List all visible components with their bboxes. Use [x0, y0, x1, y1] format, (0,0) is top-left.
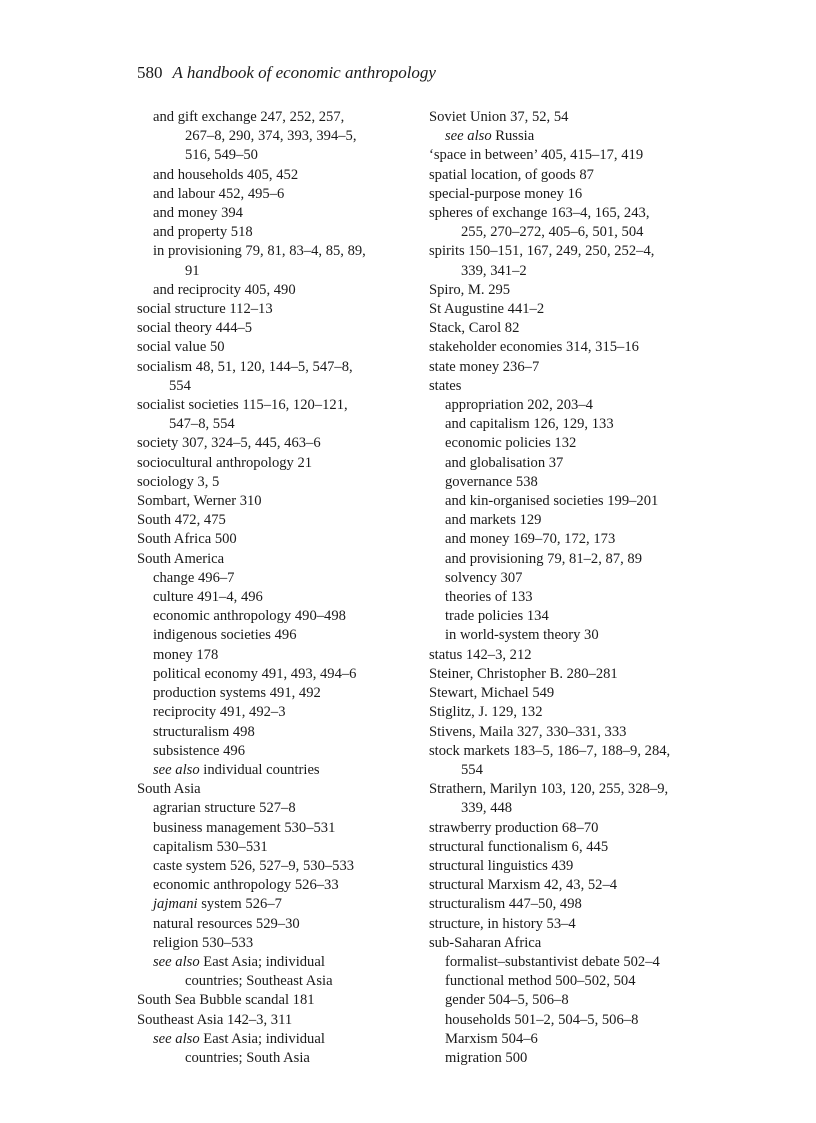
index-entry [137, 281, 405, 300]
index-entry-text: and money 169–70, 172, 173 [445, 531, 616, 548]
index-entry-text: sociocultural anthropology 21 [137, 454, 313, 471]
index-entry-text: subsistence 496 [153, 742, 246, 759]
index-entry-text: 339, 448 [461, 800, 513, 817]
index-entry-text: status 142–3, 212 [429, 646, 532, 663]
index-entry [429, 415, 719, 434]
index-entry [429, 895, 719, 914]
index-entry [137, 723, 405, 742]
index-entry-text: South Sea Bubble scandal 181 [137, 992, 315, 1009]
index-entry [137, 492, 405, 511]
index-entry [137, 511, 405, 530]
index-entry-text: 255, 270–272, 405–6, 501, 504 [461, 224, 644, 241]
index-entry [429, 338, 719, 357]
index-entry [137, 550, 405, 569]
index-entry-emphasis: see also [153, 761, 200, 778]
index-entry [137, 895, 405, 914]
index-entry [137, 991, 405, 1010]
index-entry [137, 934, 405, 953]
index-entry-text: Spiro, M. 295 [429, 281, 511, 298]
index-entry [429, 1030, 719, 1049]
index-entry-text: Marxism 504–6 [445, 1030, 538, 1047]
index-entry-text: spheres of exchange 163–4, 165, 243, [429, 205, 650, 222]
index-entry-text: Stiglitz, J. 129, 132 [429, 704, 543, 721]
index-entry [429, 319, 719, 338]
index-entry [137, 377, 405, 396]
index-entry-text: 267–8, 290, 374, 393, 394–5, [185, 128, 357, 145]
index-entry-text: economic policies 132 [445, 435, 577, 452]
index-entry [137, 1049, 405, 1068]
index-entry [429, 492, 719, 511]
index-entry [429, 146, 719, 165]
index-entry-text: Southeast Asia 142–3, 311 [137, 1011, 293, 1028]
index-entry [429, 511, 719, 530]
index-entry-text: South Asia [137, 781, 201, 798]
index-entry [429, 991, 719, 1010]
index-entry-emphasis: see also [153, 1030, 200, 1047]
index-entry-text: 554 [461, 761, 483, 778]
index-entry-text: and markets 129 [445, 512, 542, 529]
index-entry [137, 838, 405, 857]
index-entry-text: individual countries [199, 761, 320, 778]
index-entry [429, 1049, 719, 1068]
index-entry-text: governance 538 [445, 473, 538, 490]
index-entry [429, 972, 719, 991]
index-entry [137, 761, 405, 780]
index-entry [137, 473, 405, 492]
index-entry [137, 338, 405, 357]
index-entry [429, 953, 719, 972]
index-entry [429, 300, 719, 319]
index-entry-text: 516, 549–50 [185, 147, 258, 164]
index-entry-text: indigenous societies 496 [153, 627, 297, 644]
index-entry-text: South 472, 475 [137, 512, 226, 529]
index-entry [137, 358, 405, 377]
index-entry [429, 377, 719, 396]
index-entry-text: countries; South Asia [185, 1049, 310, 1066]
index-entry [137, 185, 405, 204]
index-entry-text: state money 236–7 [429, 358, 540, 375]
index-entry [429, 742, 719, 761]
index-entry [137, 300, 405, 319]
index-entry-text: appropriation 202, 203–4 [445, 397, 593, 414]
index-entry-text: and money 394 [153, 205, 243, 222]
index-entry [137, 588, 405, 607]
index-entry [429, 799, 719, 818]
index-entry-text: St Augustine 441–2 [429, 301, 545, 318]
index-entry-text: Sombart, Werner 310 [137, 493, 262, 510]
index-entry [137, 319, 405, 338]
index-entry-text: 547–8, 554 [169, 416, 235, 433]
index-entry [137, 703, 405, 722]
running-title: A handbook of economic anthropology [172, 63, 436, 82]
index-entry [429, 358, 719, 377]
index-entry [429, 646, 719, 665]
index-entry-text: Steiner, Christopher B. 280–281 [429, 665, 618, 682]
index-entry [137, 819, 405, 838]
index-entry-text: in provisioning 79, 81, 83–4, 85, 89, [153, 243, 366, 260]
index-entry-text: spirits 150–151, 167, 249, 250, 252–4, [429, 243, 655, 260]
index-entry-text: sociology 3, 5 [137, 473, 220, 490]
index-entry-text: business management 530–531 [153, 819, 336, 836]
running-header [137, 62, 436, 84]
index-column-right [429, 108, 719, 1068]
index-entry-text: South America [137, 550, 225, 567]
index-entry-text: capitalism 530–531 [153, 838, 268, 855]
index-entry-emphasis: see also [445, 128, 492, 145]
index-entry-text: economic anthropology 526–33 [153, 877, 339, 894]
index-entry-text: structuralism 498 [153, 723, 255, 740]
index-entry [137, 146, 405, 165]
index-entry [429, 550, 719, 569]
index-entry [429, 588, 719, 607]
index-entry-text: functional method 500–502, 504 [445, 973, 636, 990]
index-entry-text: stock markets 183–5, 186–7, 188–9, 284, [429, 742, 671, 759]
index-entry [429, 819, 719, 838]
index-entry-text: and households 405, 452 [153, 166, 299, 183]
index-entry-text: socialist societies 115–16, 120–121, [137, 397, 348, 414]
index-entry [429, 223, 719, 242]
index-entry-text: East Asia; individual [199, 1030, 325, 1047]
index-entry-text: political economy 491, 493, 494–6 [153, 665, 357, 682]
index-entry-text: solvency 307 [445, 569, 523, 586]
index-entry-text: theories of 133 [445, 589, 533, 606]
page-number: 580 [137, 63, 163, 82]
index-entry [137, 780, 405, 799]
index-entry-text: production systems 491, 492 [153, 685, 321, 702]
index-entry-text: ‘space in between’ 405, 415–17, 419 [429, 147, 644, 164]
index-entry-text: Stack, Carol 82 [429, 320, 520, 337]
index-entry-text: 91 [185, 262, 200, 279]
index-entry [137, 665, 405, 684]
index-entry [429, 434, 719, 453]
index-entry [137, 646, 405, 665]
index-entry-text: and reciprocity 405, 490 [153, 281, 296, 298]
index-entry-text: and globalisation 37 [445, 454, 564, 471]
index-entry [429, 127, 719, 146]
index-entry [137, 262, 405, 281]
index-entry-text: structural linguistics 439 [429, 857, 574, 874]
index-entry-text: reciprocity 491, 492–3 [153, 704, 286, 721]
index-entry [429, 684, 719, 703]
index-entry [137, 166, 405, 185]
index-entry-text: money 178 [153, 646, 219, 663]
index-entry [137, 857, 405, 876]
index-entry-text: structural Marxism 42, 43, 52–4 [429, 877, 618, 894]
index-entry-text: trade policies 134 [445, 608, 549, 625]
index-entry [137, 569, 405, 588]
index-entry [429, 569, 719, 588]
index-entry-text: and capitalism 126, 129, 133 [445, 416, 614, 433]
index-entry [137, 626, 405, 645]
index-entry [429, 281, 719, 300]
index-entry [429, 607, 719, 626]
index-entry [137, 799, 405, 818]
index-column-left [137, 108, 405, 1068]
index-entry-text: caste system 526, 527–9, 530–533 [153, 857, 355, 874]
index-entry [137, 915, 405, 934]
index-entry [137, 415, 405, 434]
index-entry-text: and property 518 [153, 224, 253, 241]
index-entry-text: and kin-organised societies 199–201 [445, 493, 659, 510]
index-entry-text: migration 500 [445, 1049, 528, 1066]
index-entry-text: and gift exchange 247, 252, 257, [153, 109, 345, 125]
index-entry-text: change 496–7 [153, 569, 235, 586]
index-entry-text: natural resources 529–30 [153, 915, 300, 932]
index-entry [429, 626, 719, 645]
index-entry [137, 242, 405, 261]
index-entry [429, 934, 719, 953]
index-entry-text: social theory 444–5 [137, 320, 253, 337]
index-entry-text: sub-Saharan Africa [429, 934, 542, 951]
index-entry-text: states [429, 377, 462, 394]
index-entry [429, 857, 719, 876]
index-entry [429, 665, 719, 684]
index-entry-text: Stivens, Maila 327, 330–331, 333 [429, 723, 627, 740]
index-entry-text: Soviet Union 37, 52, 54 [429, 109, 569, 125]
index-entry-text: countries; Southeast Asia [185, 973, 333, 990]
index-entry [137, 742, 405, 761]
index-entry [137, 607, 405, 626]
index-entry-text: structuralism 447–50, 498 [429, 896, 582, 913]
index-entry [429, 723, 719, 742]
index-entry [137, 1030, 405, 1049]
index-entry-text: Strathern, Marilyn 103, 120, 255, 328–9, [429, 781, 669, 798]
index-entry [137, 108, 405, 127]
index-entry [137, 684, 405, 703]
index-entry [429, 530, 719, 549]
index-entry [137, 876, 405, 895]
index-entry-text: households 501–2, 504–5, 506–8 [445, 1011, 639, 1028]
index-entry [137, 530, 405, 549]
index-entry-text: South Africa 500 [137, 531, 237, 548]
index-entry-text: economic anthropology 490–498 [153, 608, 346, 625]
index-entry [429, 185, 719, 204]
index-entry-text: 339, 341–2 [461, 262, 527, 279]
index-entry-text: system 526–7 [197, 896, 282, 913]
index-entry-text: spatial location, of goods 87 [429, 166, 594, 183]
index-entry [137, 396, 405, 415]
index-entry-text: formalist–substantivist debate 502–4 [445, 953, 660, 970]
index-entry-text: society 307, 324–5, 445, 463–6 [137, 435, 321, 452]
index-entry [429, 166, 719, 185]
index-entry [429, 242, 719, 261]
index-entry-text: agrarian structure 527–8 [153, 800, 296, 817]
index-entry-text: 554 [169, 377, 191, 394]
index-entry-text: culture 491–4, 496 [153, 589, 263, 606]
index-entry [429, 204, 719, 223]
index-entry-text: and labour 452, 495–6 [153, 185, 285, 202]
index-entry-text: social structure 112–13 [137, 301, 273, 318]
index-entry [137, 434, 405, 453]
index-entry-text: Stewart, Michael 549 [429, 685, 555, 702]
index-entry [429, 915, 719, 934]
index-entry [137, 223, 405, 242]
index-entry [429, 473, 719, 492]
index-entry-text: social value 50 [137, 339, 225, 356]
index-entry [429, 780, 719, 799]
index-entry [429, 454, 719, 473]
index-entry [429, 761, 719, 780]
index-entry-text: religion 530–533 [153, 934, 254, 951]
index-entry-text: Russia [491, 128, 535, 145]
index-entry-emphasis: jajmani [153, 896, 198, 913]
index-entry-text: special-purpose money 16 [429, 185, 583, 202]
index-entry-emphasis: see also [153, 953, 200, 970]
index-entry [137, 1011, 405, 1030]
index-entry-text: structural functionalism 6, 445 [429, 838, 609, 855]
index-entry [429, 108, 719, 127]
index-entry [429, 838, 719, 857]
index-entry [429, 1011, 719, 1030]
index-entry-text: socialism 48, 51, 120, 144–5, 547–8, [137, 358, 353, 375]
index-entry-text: East Asia; individual [199, 953, 325, 970]
index-entry [137, 972, 405, 991]
index-entry [429, 396, 719, 415]
index-entry-text: in world-system theory 30 [445, 627, 599, 644]
index-entry [429, 876, 719, 895]
index-entry-text: strawberry production 68–70 [429, 819, 599, 836]
index-entry-text: structure, in history 53–4 [429, 915, 576, 932]
index-entry [137, 204, 405, 223]
index-entry [429, 262, 719, 281]
index-entry-text: gender 504–5, 506–8 [445, 992, 569, 1009]
index-entry-text: and provisioning 79, 81–2, 87, 89 [445, 550, 643, 567]
index-entry-text: stakeholder economies 314, 315–16 [429, 339, 639, 356]
index-entry [137, 953, 405, 972]
index-entry [137, 127, 405, 146]
index-entry [429, 703, 719, 722]
index-entry [137, 454, 405, 473]
